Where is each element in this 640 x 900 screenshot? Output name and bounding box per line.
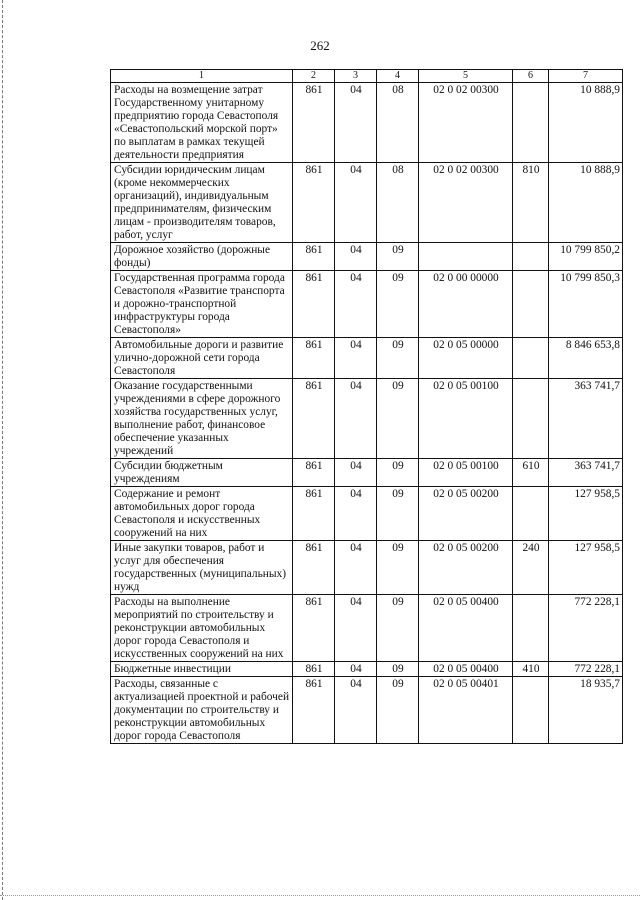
expense-name: Иные закупки товаров, работ и услуг для обеспечения государственных (муниципальных) нужд [111,541,293,595]
section-code: 04 [335,83,377,163]
column-header: 4 [377,70,419,83]
column-header: 1 [111,70,293,83]
column-header: 7 [549,70,623,83]
amount: 127 958,5 [549,541,623,595]
expense-type-code: 410 [513,662,549,677]
ministry-code: 861 [293,677,335,744]
amount: 8 846 653,8 [549,338,623,379]
expense-name: Содержание и ремонт автомобильных дорог города Севастополя и искусственных сооружений на них [111,487,293,541]
subsection-code: 08 [377,83,419,163]
ministry-code: 861 [293,662,335,677]
target-code [419,243,513,271]
target-code: 02 0 05 00400 [419,595,513,662]
expense-type-code [513,83,549,163]
column-header: 6 [513,70,549,83]
column-header: 2 [293,70,335,83]
subsection-code: 09 [377,379,419,459]
subsection-code: 09 [377,338,419,379]
section-code: 04 [335,271,377,338]
table-row [111,541,623,595]
subsection-code: 09 [377,487,419,541]
amount: 10 888,9 [549,163,623,243]
section-code: 04 [335,541,377,595]
expense-type-code [513,271,549,338]
subsection-code: 08 [377,163,419,243]
section-code: 04 [335,662,377,677]
table-row [111,338,623,379]
expense-name: Оказание государственными учреждениями в сфере дорожного хозяйства государственных услуг, выполнение работ, финансовое обеспечение указанных учреждений [111,379,293,459]
ministry-code: 861 [293,83,335,163]
ministry-code: 861 [293,459,335,487]
target-code: 02 0 05 00000 [419,338,513,379]
section-code: 04 [335,487,377,541]
target-code: 02 0 05 00200 [419,487,513,541]
target-code: 02 0 05 00100 [419,379,513,459]
expense-name: Субсидии бюджетным учреждениям [111,459,293,487]
expense-name: Расходы на выполнение мероприятий по строительству и реконструкции автомобильных дорог города Севастополя и искусственных сооружений на них [111,595,293,662]
section-code: 04 [335,677,377,744]
expense-name: Субсидии юридическим лицам (кроме некоммерческих организаций), индивидуальным предпринимателям, физическим лицам - производителям товаров, работ, услуг [111,163,293,243]
target-code: 02 0 05 00200 [419,541,513,595]
section-code: 04 [335,459,377,487]
subsection-code: 09 [377,677,419,744]
ministry-code: 861 [293,541,335,595]
target-code: 02 0 02 00300 [419,83,513,163]
amount: 10 799 850,3 [549,271,623,338]
column-header: 3 [335,70,377,83]
table-row [111,487,623,541]
table-row [111,271,623,338]
expense-name: Дорожное хозяйство (дорожные фонды) [111,243,293,271]
table-row [111,662,623,677]
table-header-row [111,70,623,83]
table-row [111,243,623,271]
expense-name: Расходы на возмещение затрат Государственному унитарному предприятию города Севастополя «Севастопольский морской порт» по выплатам в рамках текущей деятельности предприятия [111,83,293,163]
expense-type-code: 610 [513,459,549,487]
ministry-code: 861 [293,595,335,662]
expense-name: Расходы, связанные с актуализацией проектной и рабочей документации по строительству и реконструкции автомобильных дорог города Севастополя [111,677,293,744]
table-row [111,83,623,163]
amount: 127 958,5 [549,487,623,541]
expense-type-code [513,338,549,379]
expense-type-code [513,487,549,541]
expense-type-code: 810 [513,163,549,243]
amount: 772 228,1 [549,595,623,662]
amount: 363 741,7 [549,459,623,487]
target-code: 02 0 00 00000 [419,271,513,338]
ministry-code: 861 [293,163,335,243]
expense-type-code [513,243,549,271]
ministry-code: 861 [293,271,335,338]
subsection-code: 09 [377,662,419,677]
subsection-code: 09 [377,595,419,662]
subsection-code: 09 [377,243,419,271]
amount: 10 799 850,2 [549,243,623,271]
target-code: 02 0 05 00400 [419,662,513,677]
ministry-code: 861 [293,243,335,271]
scan-bottom-edge [0,895,640,897]
subsection-code: 09 [377,541,419,595]
subsection-code: 09 [377,271,419,338]
amount: 18 935,7 [549,677,623,744]
section-code: 04 [335,595,377,662]
table-row [111,677,623,744]
expense-name: Государственная программа города Севастополя «Развитие транспорта и дорожно-транспортной инфраструктуры города Севастополя» [111,271,293,338]
ministry-code: 861 [293,379,335,459]
table-row [111,163,623,243]
section-code: 04 [335,163,377,243]
column-header: 5 [419,70,513,83]
expense-name: Бюджетные инвестиции [111,662,293,677]
expense-type-code: 240 [513,541,549,595]
section-code: 04 [335,243,377,271]
table-row [111,379,623,459]
section-code: 04 [335,379,377,459]
scan-left-edge [2,0,4,900]
expense-name: Автомобильные дороги и развитие улично-дорожной сети города Севастополя [111,338,293,379]
section-code: 04 [335,338,377,379]
amount: 10 888,9 [549,83,623,163]
target-code: 02 0 05 00100 [419,459,513,487]
ministry-code: 861 [293,487,335,541]
ministry-code: 861 [293,338,335,379]
expense-type-code [513,677,549,744]
expense-type-code [513,379,549,459]
subsection-code: 09 [377,459,419,487]
table-row [111,459,623,487]
target-code: 02 0 02 00300 [419,163,513,243]
table-row [111,595,623,662]
expense-type-code [513,595,549,662]
target-code: 02 0 05 00401 [419,677,513,744]
amount: 363 741,7 [549,379,623,459]
page-number: 262 [310,38,330,53]
budget-table [110,69,623,744]
amount: 772 228,1 [549,662,623,677]
